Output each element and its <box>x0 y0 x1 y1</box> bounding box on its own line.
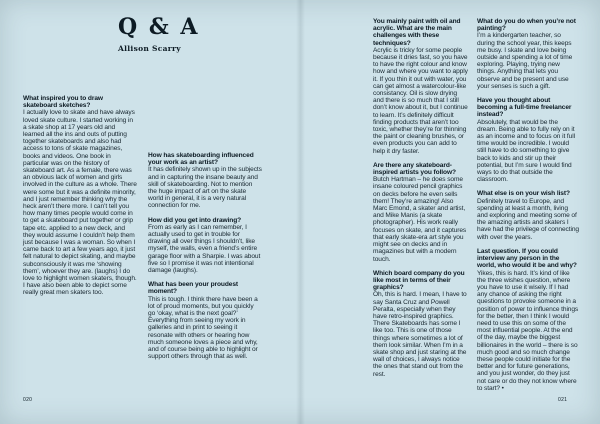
answer: Absolutely, that would be the dream. Being able to fully rely on it as an income and to focus on it full time would be incredible. I would still have to do something to give back to kids and stir up their potential, but I’m sure I would find ways to do that outside the classroom. <box>477 118 575 184</box>
answer: Butch Hartman – he does some insane coloured pencil graphics on decks before he even sells them! They’re amazing! Also Marc Emond, a skater and artist, and Mike Manis (a skate photographer). His work really focuses on skate, and it captures that early skate-era art style you might see on decks and in magazines but with a modern touch. <box>373 176 467 263</box>
answer: I’m a kindergarten teacher, so during the school year, this keeps me busy. I skate and love being outside and spending a lot of time exploring. Playing, trying new things. Anything that lets you observe and be present and use your senses is such a gift. <box>477 32 573 90</box>
question: How did you get into drawing? <box>148 216 242 224</box>
page-spine-fold <box>296 0 305 424</box>
page-number-left: 020 <box>23 397 33 403</box>
question: What do you do when you’re not painting? <box>477 18 576 33</box>
question: What else is on your wish list? <box>477 190 570 198</box>
qa-block <box>148 281 262 360</box>
answer: I actually love to skate and have always loved skate culture. I started working in a skate shop at 17 years old and learned all the ins and outs of putting together skateboards and also had access to tons of skate magazines, books and videos. One book in particular was on the history of skateboard art. As a female, there was an obvious lack of women and girls involved in the culture as a whole. There were some but it was a definite minority, and I just remember thinking why the heck aren’t there more. I can’t tell you how many times people would come in to get a skateboard put together or grip tape etc. applied to a new deck, and they would assume I couldn’t help them just because I was a woman. So when I came back to art a few years ago, it just felt natural to depict skating, and maybe subconsciously it was me ‘showing them’, whoever they are. (laughs) I do love to highlight women skaters, though. I have also been able to depict some really great men skaters too. <box>23 109 137 297</box>
answer: This is tough. I think there have been a lot of proud moments, but you quickly go ‘okay, what is the next goal?’ Everything from seeing my work in galleries and in print to seeing it resonate with others or hearing how much someone loves a piece and why, and of course being able to highlight or support others through that as well. <box>148 295 258 361</box>
answer: It has definitely shown up in the subjects and in capturing the insane beauty and skill of skateboarding. Not to mention the huge impact of art on the skate world in general, it is a very natural connection for me. <box>148 166 262 210</box>
right-page-column-1 <box>373 18 468 378</box>
author-name: Allison Scarry <box>118 44 181 53</box>
left-page-column-1 <box>23 95 137 297</box>
answer: Oh, this is hard. I mean, I have to say Santa Cruz and Powell Peralta, especially when they have retro-inspired graphics. There Skateboards has some I like too. This is one of those things where sometimes a lot of them look similar. When I’m in a skate shop and just staring at the wall of choices, I always notice the ones that stand out from the rest. <box>373 291 467 378</box>
right-page-column-2 <box>477 18 579 392</box>
question: How has skateboarding influenced your work as an artist? <box>148 152 254 167</box>
qa-block <box>373 162 468 263</box>
qa-block <box>477 97 579 183</box>
qa-block <box>477 18 579 90</box>
question: Last question. If you could interview any person in the world, who would it be and why? <box>477 247 577 270</box>
left-page-column-2 <box>148 152 262 360</box>
qa-block <box>23 95 137 297</box>
qa-block <box>477 190 579 240</box>
article-header <box>118 16 199 53</box>
question: Are there any skateboard-inspired artists you follow? <box>373 161 456 177</box>
question: Which board company do you like most in terms of their graphics? <box>373 269 465 292</box>
qa-block <box>148 217 262 275</box>
qa-block <box>373 270 468 378</box>
page-title: Q & A <box>118 14 200 40</box>
question: You mainly paint with oil and acrylic. What are the main challenges with these techniques? <box>373 18 461 47</box>
answer: From as early as I can remember, I actually used to get in trouble for drawing all over things I shouldn’t, like myself, the walls, even a friend’s entire garage floor with a Sharpie. I was about five so I promise it was not intentional damage (laughs). <box>148 223 261 275</box>
page-number-right: 021 <box>558 397 568 403</box>
question: What has been your proudest moment? <box>148 281 238 296</box>
answer: Yikes, this is hard. It’s kind of like the three wishes question, where you have to use it wisely. If I had any chance of asking the right questions to provoke someone in a position of power to influence things for the better, then I think I would need to use this on some of the most influential people. At the end of the day, maybe the biggest billionaires in the world – there is so much good and so much change these people could initiate for the better and for future generations, and you just wonder, do they just not care or do they not know where to start? • <box>477 269 579 392</box>
qa-block <box>477 248 579 392</box>
question: What inspired you to draw skateboard sketches? <box>23 95 103 110</box>
qa-block <box>148 152 262 210</box>
answer: Acrylic is tricky for some people because it dries fast, so you have to have the right colour and know how and where you want to apply it. If you thin it out with water, you can get almost a watercolour-like consistancy. Oil is slow drying and there is so much that I still don’t know about it, but I continue to learn. It’s definitely difficult finding products that aren’t too toxic, whether they’re for thinning the paint or cleaning brushes, or even products you can add to help it dry faster. <box>373 46 468 155</box>
qa-block <box>373 18 468 155</box>
answer: Definitely travel to Europe, and spending at least a month, living and exploring and meeting some of the amazing artists and skaters I have had the privilege of connecting with over the years. <box>477 197 579 241</box>
question: Have you thought about becoming a full-time freelancer instead? <box>477 97 572 119</box>
